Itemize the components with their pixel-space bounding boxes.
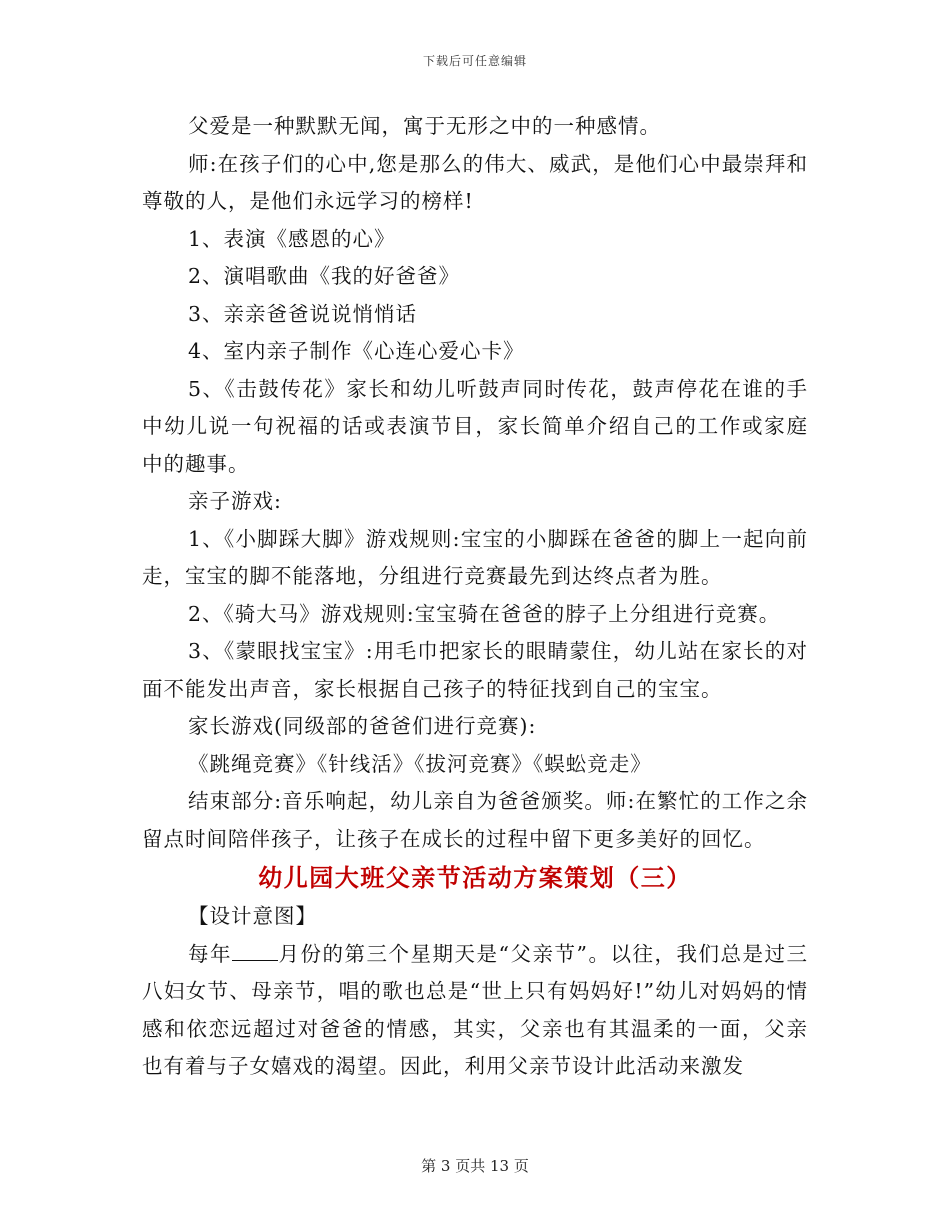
fill-in-blank bbox=[232, 942, 278, 961]
list-item-card-making: 4、室内亲子制作《心连心爱心卡》 bbox=[188, 339, 525, 363]
section-title: 幼儿园大班父亲节活动方案策划（三） bbox=[258, 864, 692, 892]
paragraph-teacher-speech: 师:在孩子们的心中,您是那么的伟大、威武，是他们心中最崇拜和尊敬的人，是他们永远学习的榜样! bbox=[142, 151, 808, 213]
list-item-drum-game: 5、《击鼓传花》家长和幼儿听鼓声同时传花，鼓声停花在谁的手中幼儿说一句祝福的话或表演节目，家长简单介绍自己的工作或家庭中的趣事。 bbox=[142, 376, 808, 476]
game-item-horse-ride: 2、《骑大马》游戏规则:宝宝骑在爸爸的脖子上分组进行竞赛。 bbox=[188, 601, 781, 626]
parent-games-list: 《跳绳竞赛》《针线活》《拔河竞赛》《蜈蚣竞走》 bbox=[188, 751, 652, 776]
game-item-blindfold: 3、《蒙眼找宝宝》:用毛巾把家长的眼睛蒙住，幼儿站在家长的对面不能发出声音，家长根据自己孩子的特征找到自己的宝宝。 bbox=[142, 639, 808, 701]
list-item-song: 2、演唱歌曲《我的好爸爸》 bbox=[188, 264, 461, 288]
list-item-whisper: 3、亲亲爸爸说说悄悄话 bbox=[188, 301, 418, 326]
list-item-performance: 1、表演《感恩的心》 bbox=[188, 226, 396, 251]
paragraph-ending: 结束部分:音乐响起，幼儿亲自为爸爸颁奖。师:在繁忙的工作之余留点时间陪伴孩子，让孩子在成长的过程中留下更多美好的回忆。 bbox=[142, 789, 808, 851]
paragraph-design-intent bbox=[142, 936, 808, 1086]
heading-design-intent: 【设计意图】 bbox=[188, 904, 317, 928]
heading-parent-child-games: 亲子游戏: bbox=[188, 489, 282, 513]
design-text-start: 每年 bbox=[188, 941, 233, 966]
page-footer: 第 3 页共 13 页 bbox=[421, 1157, 529, 1175]
page-header: 下载后可任意编辑 bbox=[422, 54, 527, 68]
game-item-big-foot: 1、《小脚踩大脚》游戏规则:宝宝的小脚踩在爸爸的脚上一起向前走，宝宝的脚不能落地，分组进行竞赛最先到达终点者为胜。 bbox=[142, 526, 808, 588]
document-body bbox=[142, 108, 808, 1086]
paragraph-fatherly-love: 父爱是一种默默无闻，寓于无形之中的一种感情。 bbox=[188, 114, 661, 138]
design-text-rest: 月份的第三个星期天是“父亲节”。以往，我们总是过三八妇女节、母亲节，唱的歌也总是“世上只有妈妈好!”幼儿对妈妈的情感和依恋远超过对爸爸的情感，其实，父亲也有其温柔的一面，父亲也有着与子女嬉戏的渴望。因此，利用父亲节设计此活动来激发 bbox=[142, 941, 809, 1078]
heading-parent-games: 家长游戏(同级部的爸爸们进行竞赛): bbox=[188, 714, 537, 738]
